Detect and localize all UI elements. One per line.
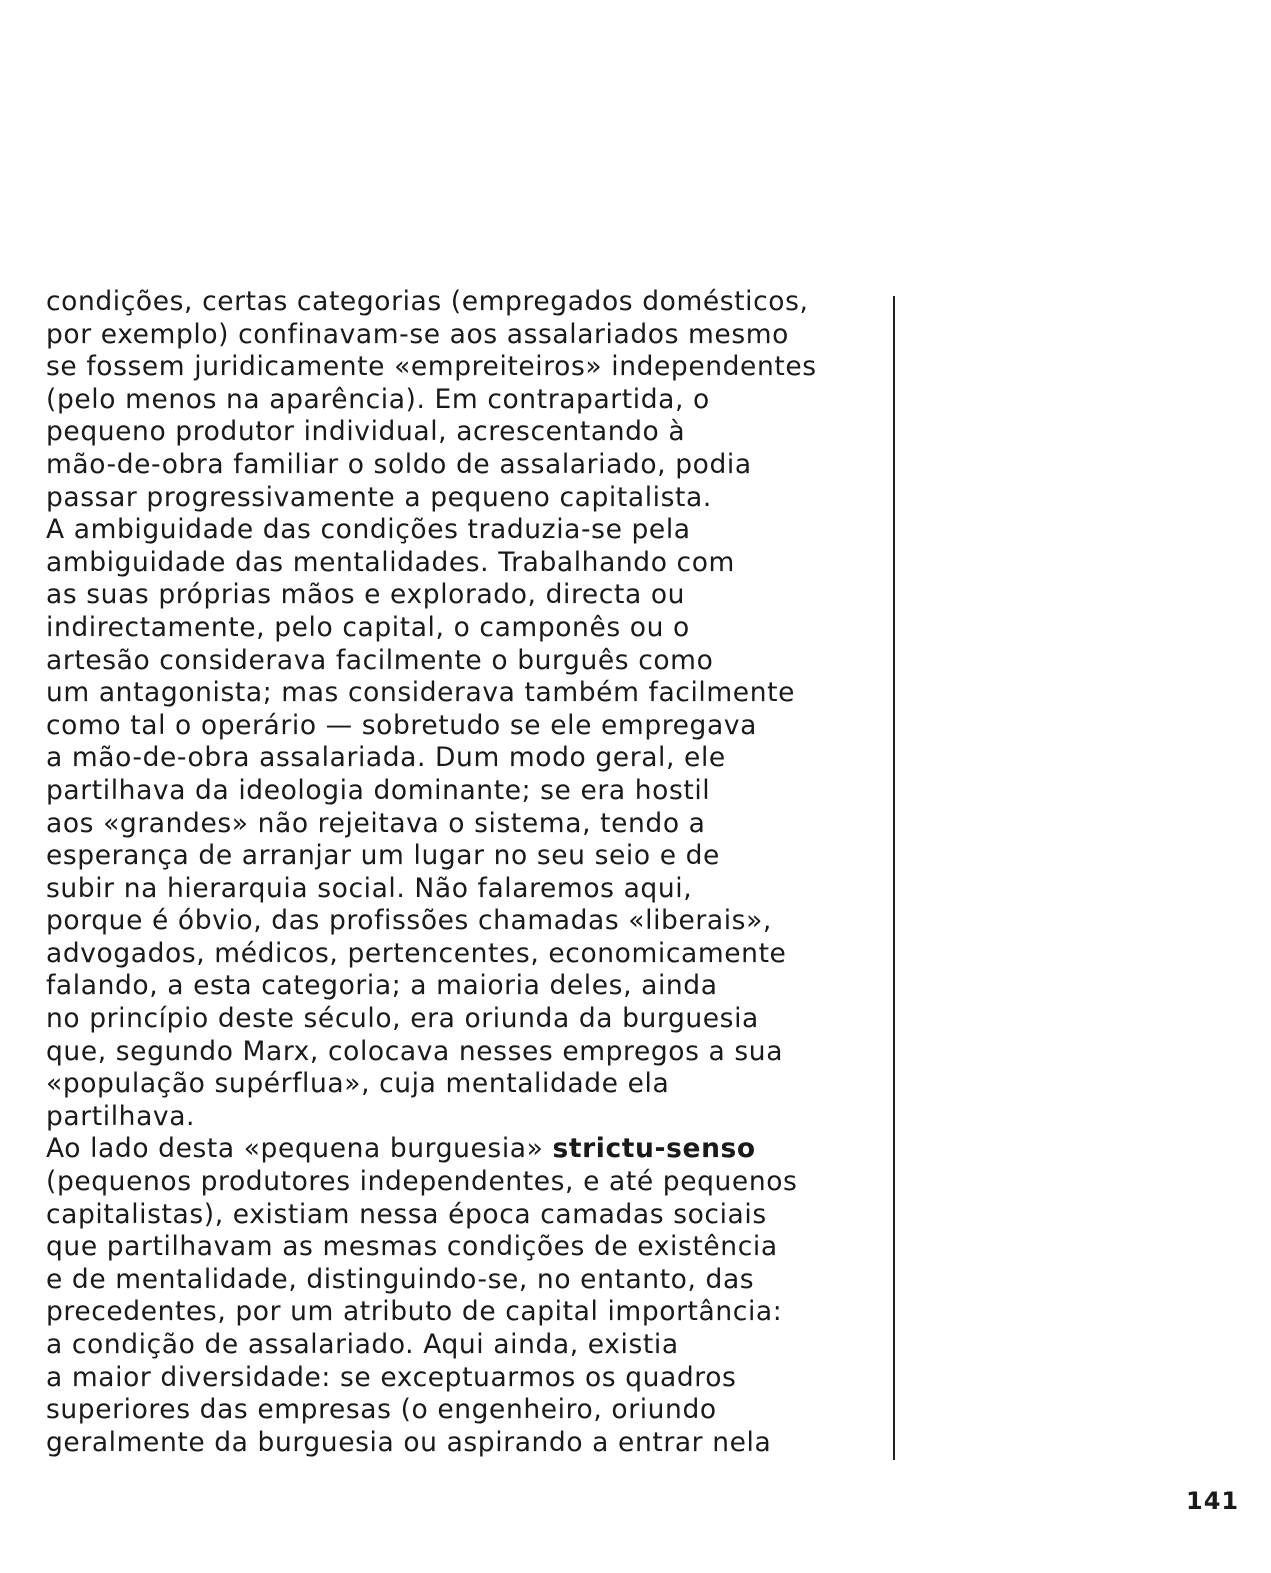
text-line: pequeno produtor individual, acrescentando à [46, 416, 686, 448]
text-line: e de mentalidade, distinguindo-se, no entanto, das [46, 1263, 755, 1295]
text-line-emphasis [46, 1133, 896, 1166]
text-line: partilhava da ideologia dominante; se era hostil [46, 774, 711, 806]
text-line: indirectamente, pelo capital, o camponês ou o [46, 611, 690, 643]
text-line: partilhava. [46, 1100, 196, 1132]
text-line: precedentes, por um atributo de capital importância: [46, 1296, 783, 1328]
page-number: 141 [1186, 1487, 1240, 1515]
margin-rule [893, 296, 895, 1460]
text-line: advogados, médicos, pertencentes, economicamente [46, 937, 787, 969]
text-line: as suas próprias mãos e explorado, directa ou [46, 579, 686, 611]
text-line: se fossem juridicamente «empreiteiros» independentes [46, 351, 817, 383]
text-line: passar progressivamente a pequeno capitalista. [46, 481, 712, 513]
text-line: (pequenos produtores independentes, e até pequenos [46, 1166, 798, 1198]
text-line: a condição de assalariado. Aqui ainda, existia [46, 1329, 679, 1360]
text-line: como tal o operário — sobretudo se ele empregava [46, 709, 757, 741]
text-line: condições, certas categorias (empregados domésticos, [46, 286, 809, 317]
text-line: a mão-de-obra assalariada. Dum modo geral, ele [46, 742, 726, 774]
text-line: subir na hierarquia social. Não falaremos aqui, [46, 872, 693, 904]
text-line: A ambiguidade das condições traduzia-se pela [46, 514, 691, 546]
text-line: (pelo menos na aparência). Em contrapartida, o [46, 383, 710, 415]
text-line: falando, a esta categoria; a maioria deles, ainda [46, 970, 718, 1002]
text-line: superiores das empresas (o engenheiro, oriundo [46, 1394, 717, 1426]
text-line: aos «grandes» não rejeitava o sistema, tendo a [46, 807, 706, 839]
text-line: geralmente da burguesia ou aspirando a entrar nela [46, 1426, 772, 1458]
text-line: artesão considerava facilmente o burguês como [46, 644, 714, 676]
emphasis-bold-term: strictu-senso [552, 1133, 756, 1165]
text-line: por exemplo) confinavam-se aos assalariados mesmo [46, 318, 789, 350]
text-line: ambiguidade das mentalidades. Trabalhando com [46, 546, 735, 578]
text-line: a maior diversidade: se exceptuarmos os quadros [46, 1361, 737, 1393]
text-line: «população supérflua», cuja mentalidade ela [46, 1068, 670, 1100]
text-line: porque é óbvio, das profissões chamadas «liberais», [46, 905, 772, 937]
body-text [46, 286, 896, 1459]
text-line: capitalistas), existiam nessa época camadas sociais [46, 1198, 767, 1230]
text-line: que partilhavam as mesmas condições de existência [46, 1231, 778, 1263]
text-line: que, segundo Marx, colocava nesses empregos a sua [46, 1035, 784, 1067]
text-line: mão-de-obra familiar o soldo de assalariado, podia [46, 448, 752, 480]
emphasis-lead: Ao lado desta «pequena burguesia» [46, 1133, 553, 1165]
text-line: esperança de arranjar um lugar no seu seio e de [46, 840, 720, 872]
text-line: no princípio deste século, era oriunda da burguesia [46, 1003, 759, 1035]
text-line: um antagonista; mas considerava também facilmente [46, 677, 795, 709]
